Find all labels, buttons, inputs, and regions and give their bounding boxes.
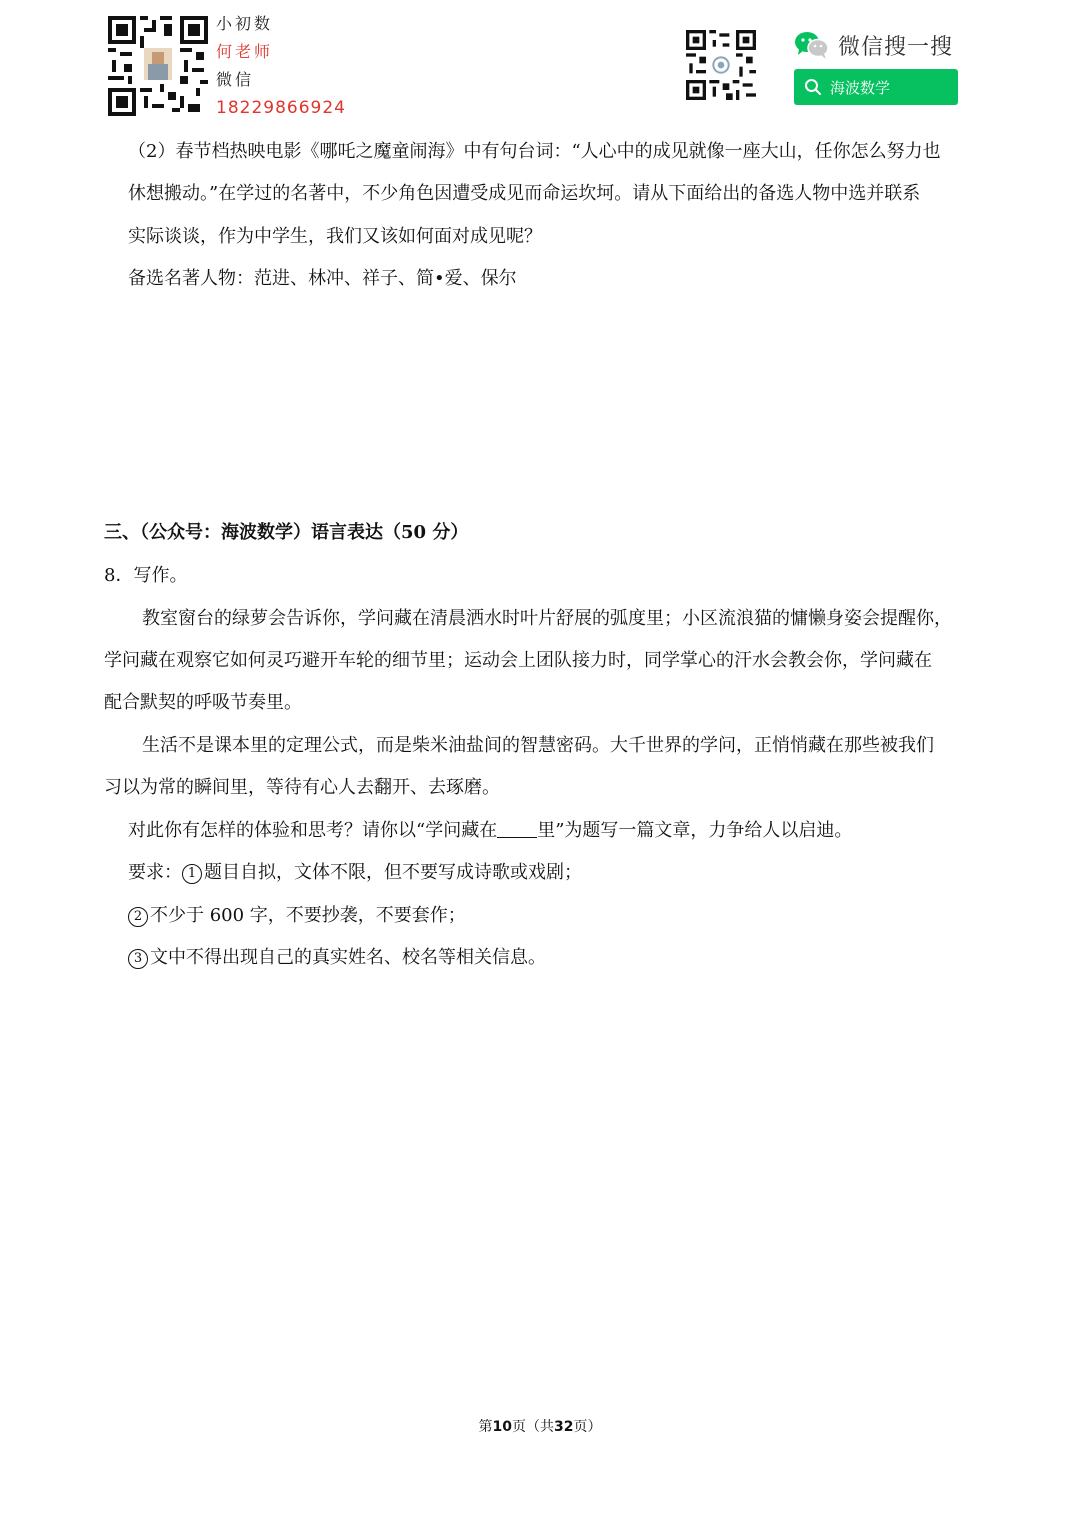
current-page: 10 (492, 1419, 512, 1435)
footer-text: 第 (478, 1419, 493, 1435)
candidate-list: 备选名著人物：范进、林冲、祥子、简•爱、保尔 (128, 268, 517, 289)
contact-line: 微信 (216, 70, 255, 89)
footer-text: 页） (573, 1419, 602, 1435)
requirement-item (128, 946, 546, 970)
circled-number: 1 (182, 864, 202, 884)
writing-prompt (128, 819, 852, 843)
wechat-search-title (794, 28, 953, 62)
section-heading: 三、（公众号：海波数学）语言表达（50 分） (104, 522, 469, 543)
total-pages: 32 (554, 1419, 574, 1435)
question-text: 实际谈谈，作为中学生，我们又该如何面对成见呢？ (128, 226, 542, 247)
question-text: 休想搬动。”在学过的名著中，不少角色因遭受成见而命运坎坷。请从下面给出的备选人物中选并联系 (128, 183, 921, 204)
paragraph-text: 生活不是课本里的定理公式，而是柴米油盐间的智慧密码。大千世界的学问，正悄悄藏在那些被我们 (142, 735, 934, 756)
circled-number: 2 (128, 907, 148, 927)
footer-text: 页（共 (512, 1419, 554, 1435)
search-button[interactable] (794, 69, 958, 105)
search-button-label: 海波数学 (830, 78, 891, 97)
requirement-text: 题目自拟，文体不限，但不要写成诗歌或戏剧； (204, 862, 582, 883)
contact-line: 何老师 (216, 42, 274, 61)
question-number: 8．写作。 (104, 565, 188, 586)
qr-code-icon (686, 30, 756, 100)
paragraph-text: 习以为常的瞬间里，等待有心人去翻开、去琢磨。 (104, 777, 500, 798)
requirement-item (128, 904, 466, 928)
title-blank (497, 819, 537, 838)
paragraph-text: 学问藏在观察它如何灵巧避开车轮的细节里；运动会上团队接力时，同学掌心的汗水会教会你，学问藏在 (104, 650, 932, 671)
requirement-label: 要求： (128, 862, 182, 883)
paragraph-text: 配合默契的呼吸节奏里。 (104, 692, 302, 713)
contact-info (216, 10, 346, 122)
wechat-icon (794, 30, 830, 60)
prompt-text: 里”为题写一篇文章，力争给人以启迪。 (537, 820, 853, 841)
circled-number: 3 (128, 949, 148, 969)
contact-phone: 18229866924 (216, 98, 346, 118)
paragraph-text: 教室窗台的绿萝会告诉你，学问藏在清晨洒水时叶片舒展的弧度里；小区流浪猫的慵懒身姿会提醒你， (142, 608, 952, 629)
qr-code-icon (108, 16, 208, 116)
contact-line: 小初数 (216, 14, 274, 33)
requirement-item (128, 861, 582, 885)
question-text: （2）春节档热映电影《哪吒之魔童闹海》中有句台词：“人心中的成见就像一座大山，任你怎么努力也 (128, 141, 941, 162)
requirement-text: 文中不得出现自己的真实姓名、校名等相关信息。 (150, 947, 546, 968)
search-icon (804, 78, 822, 96)
page-number (0, 1416, 1080, 1436)
wechat-search-label: 微信搜一搜 (838, 34, 954, 60)
prompt-text: 对此你有怎样的体验和思考？请你以“学问藏在 (128, 820, 498, 841)
requirement-text: 不少于 600 字，不要抄袭，不要套作； (150, 905, 466, 926)
